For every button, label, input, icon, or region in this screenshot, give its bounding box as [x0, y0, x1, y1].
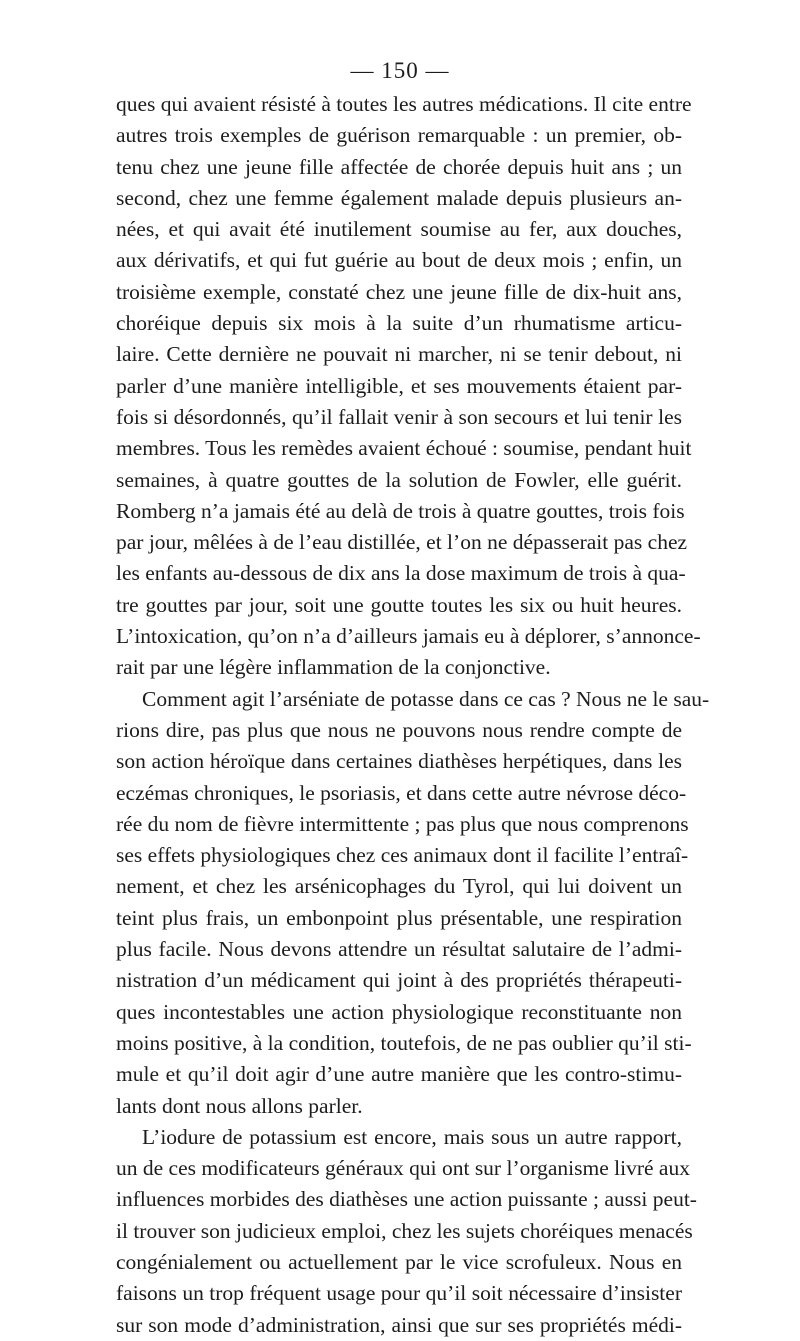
text-line: membres. Tous les remèdes avaient échoué : soumise, pendant huit: [116, 436, 692, 461]
paragraph: [116, 684, 710, 1122]
text-line: second, chez une femme également malade depuis plusieurs an-: [116, 185, 682, 210]
text-line: plus facile. Nous devons attendre un résultat salutaire de l’admi-: [116, 937, 682, 962]
text-line: aux dérivatifs, et qui fut guérie au bout de deux mois ; enfin, un: [116, 248, 682, 273]
text-line: rait par une légère inflammation de la conjonctive.: [116, 655, 551, 680]
paragraph: [116, 1122, 697, 1341]
text-line: moins positive, à la condition, toutefois, de ne pas oublier qu’il sti-: [116, 1030, 692, 1055]
text-line: Romberg n’a jamais été au delà de trois à quatre gouttes, trois fois: [116, 498, 685, 523]
text-line: tenu chez une jeune fille affectée de chorée depuis huit ans ; un: [116, 154, 682, 179]
text-line: un de ces modificateurs généraux qui ont sur l’organisme livré aux: [116, 1156, 690, 1181]
paragraph: [116, 89, 701, 684]
text-line: nistration d’un médicament qui joint à des propriétés thérapeuti-: [116, 968, 682, 993]
text-line: L’intoxication, qu’on n’a d’ailleurs jamais eu à déplorer, s’annonce-: [116, 624, 701, 649]
text-line: nement, et chez les arsénicophages du Tyrol, qui lui doivent un: [116, 874, 682, 899]
text-line: Comment agit l’arséniate de potasse dans ce cas ? Nous ne le sau-: [142, 686, 710, 711]
text-line: choréique depuis six mois à la suite d’un rhumatisme articu-: [116, 311, 682, 336]
body-text: [116, 89, 710, 1341]
text-line: nées, et qui avait été inutilement soumise au fer, aux douches,: [116, 217, 682, 242]
text-line: laire. Cette dernière ne pouvait ni marcher, ni se tenir debout, ni: [116, 342, 682, 367]
text-line: troisième exemple, constaté chez une jeune fille de dix-huit ans,: [116, 279, 682, 304]
text-line: semaines, à quatre gouttes de la solution de Fowler, elle guérit.: [116, 467, 682, 492]
page-number: — 150 —: [350, 58, 450, 83]
text-line: il trouver son judicieux emploi, chez les sujets choréiques menacés: [116, 1218, 693, 1243]
text-line: ques qui avaient résisté à toutes les autres médications. Il cite entre: [116, 92, 692, 116]
text-line: son action héroïque dans certaines diathèses herpétiques, dans les: [116, 749, 682, 774]
text-line: influences morbides des diathèses une action puissante ; aussi peut-: [116, 1187, 697, 1212]
text-line: tre gouttes par jour, soit une goutte toutes les six ou huit heures.: [116, 592, 682, 617]
text-line: congénialement ou actuellement par le vice scrofuleux. Nous en: [116, 1249, 682, 1274]
text-line: eczémas chroniques, le psoriasis, et dans cette autre névrose déco-: [116, 780, 687, 805]
text-line: rions dire, pas plus que nous ne pouvons nous rendre compte de: [116, 717, 682, 742]
text-line: mule et qu’il doit agir d’une autre manière que les contro-stimu-: [116, 1062, 682, 1087]
text-line: faisons un trop fréquent usage pour qu’il soit nécessaire d’insister: [116, 1281, 682, 1306]
text-line: teint plus frais, un embonpoint plus présentable, une respiration: [116, 905, 682, 930]
text-line: ses effets physiologiques chez ces animaux dont il facilite l’entraî-: [116, 843, 689, 868]
text-line: lants dont nous allons parler.: [116, 1093, 363, 1118]
text-line: fois si désordonnés, qu’il fallait venir à son secours et lui tenir les: [116, 404, 682, 429]
text-line: parler d’une manière intelligible, et ses mouvements étaient par-: [116, 373, 682, 398]
text-line: rée du nom de fièvre intermittente ; pas plus que nous comprenons: [116, 811, 689, 836]
text-line: L’iodure de potassium est encore, mais sous un autre rapport,: [142, 1124, 682, 1149]
text-line: sur son mode d’administration, ainsi que sur ses propriétés médi-: [116, 1312, 682, 1337]
text-line: autres trois exemples de guérison remarquable : un premier, ob-: [116, 123, 682, 148]
text-line: par jour, mêlées à de l’eau distillée, et l’on ne dépasserait pas chez: [116, 530, 688, 555]
text-line: ques incontestables une action physiologique reconstituante non: [116, 999, 682, 1024]
text-line: les enfants au-dessous de dix ans la dose maximum de trois à qua-: [116, 561, 686, 586]
